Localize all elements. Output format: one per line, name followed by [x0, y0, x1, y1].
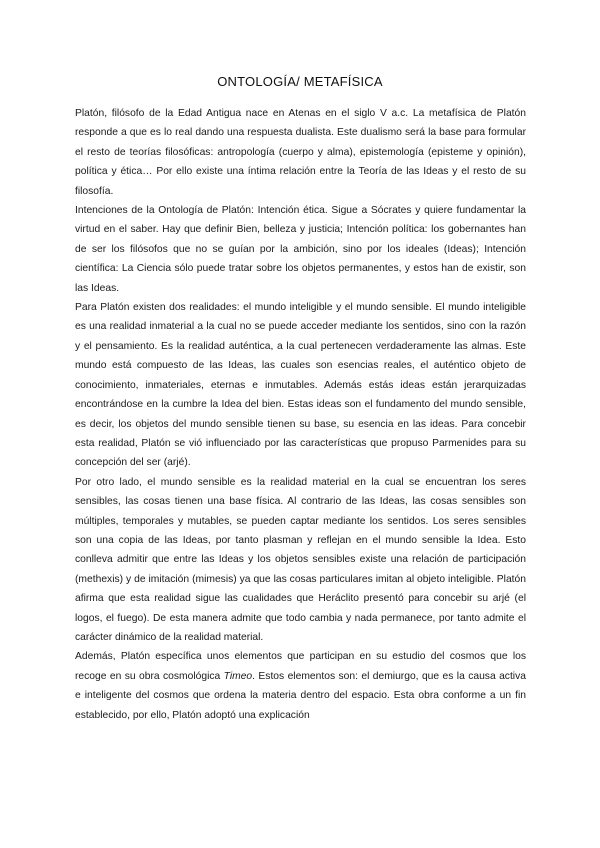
paragraph-cosmos-end: . Estos elementos son: el demiurgo, que es la causa activa e inteligente del cosmos que ordena la materia dentro del espacio. Esta obra conforme a un fin establecido, por ello, Platón adoptó una explicación [75, 670, 526, 721]
book-title-timeo: Timeo [223, 670, 253, 682]
paragraph-intro: Platón, filósofo de la Edad Antigua nace en Atenas en el siglo V a.c. La metafísica de Platón responde a que es lo real dando una respuesta dualista. Este dualismo será la base para formular el resto de teorías filosóficas: antropología (cuerpo y alma), epistemología (episteme y opinión), política y ética… Por ello existe una íntima relación entre la Teoría de las Ideas y el resto de su filosofía. [75, 108, 526, 197]
document-body [75, 104, 526, 725]
paragraph-intentions: Intenciones de la Ontología de Platón: Intención ética. Sigue a Sócrates y quiere fundamentar la virtud en el saber. Hay que definir Bien, belleza y justicia; Intención política: los gobernantes han de ser los filósofos que no se guían por la ambición, sino por los ideales (Ideas); Intención científica: La Ciencia sólo puede tratar sobre los objetos permanentes, y estos han de existir, son las Ideas. [75, 205, 526, 294]
paragraph-cosmos [75, 647, 526, 725]
paragraph-cosmos-start: Además, Platón específica unos elementos que participan en su estudio del cosmos que los recoge en su obra cosmológica [75, 651, 526, 682]
paragraph-intelligible-world: Para Platón existen dos realidades: el mundo inteligible y el mundo sensible. El mundo inteligible es una realidad inmaterial a la cual no se puede acceder mediante los sentidos, sino con la razón y el pensamiento. Es la realidad auténtica, a la cual pertenecen verdaderamente las almas. Este mundo está compuesto de las Ideas, las cuales son esencias reales, el auténtico objeto de conocimiento, inmateriales, eternas e inmutables. Además estás ideas están jerarquizadas encontrándose en la cumbre la Idea del bien. Estas ideas son el fundamento del mundo sensible, es decir, los objetos del mundo sensible tienen su base, su esencia en las ideas. Para concebir esta realidad, Platón se vió influenciado por las características que propuso Parmenides para su concepción del ser (arjé). [75, 302, 526, 469]
paragraph-sensible-world: Por otro lado, el mundo sensible es la realidad material en la cual se encuentran los seres sensibles, las cosas tienen una base física. Al contrario de las Ideas, las cosas sensibles son múltiples, temporales y mutables, se pueden captar mediante los sentidos. Los seres sensibles son una copia de las Ideas, por tanto plasman y reflejan en el mundo sensible la Idea. Esto conlleva admitir que entre las Ideas y los objetos sensibles existe una relación de participación (methexis) y de imitación (mimesis) ya que las cosas particulares imitan al objeto inteligible. Platón afirma que esta realidad sigue las cualidades que Heráclito presentó para concebir su arjé (el logos, el fuego). De esta manera admite que todo cambia y nada permanece, por tanto admite el carácter dinámico de la realidad material. [75, 476, 526, 643]
page-title: ONTOLOGÍA/ METAFÍSICA [217, 74, 383, 89]
